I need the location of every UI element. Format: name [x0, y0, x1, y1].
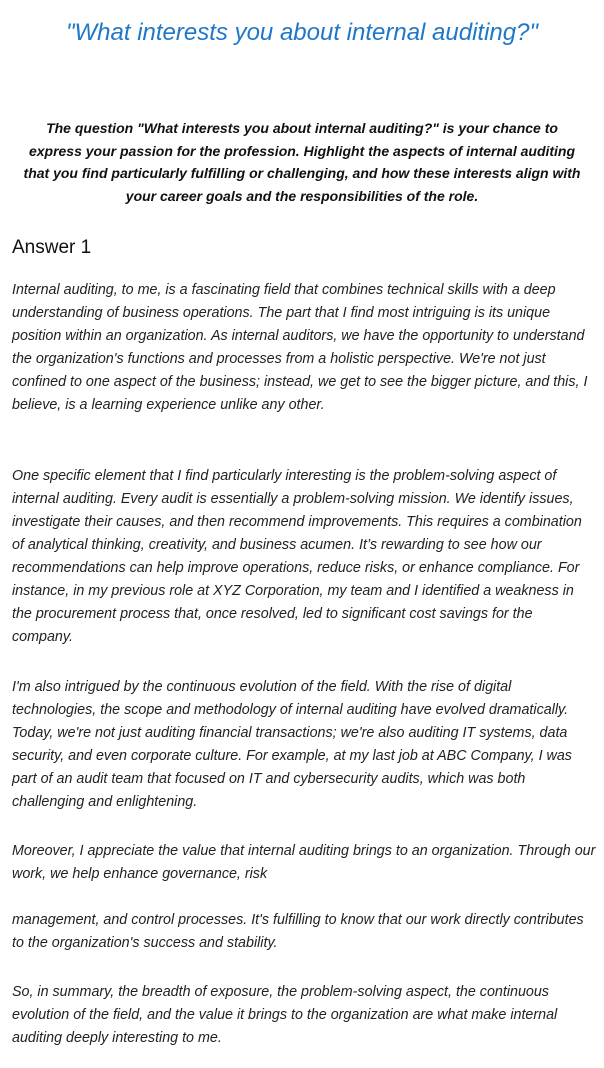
intro-text: The question "What interests you about internal auditing?" is your chance to express your passion for the profession. Highlight the aspects of internal auditing that you find particularly fulfilling or challenging, and how these interests align with your career goals and the responsibilities of the role.	[23, 120, 581, 205]
page-title: "What interests you about internal auditing?"	[66, 19, 538, 46]
answer-heading: Answer 1	[12, 237, 92, 258]
answer-paragraph: One specific element that I find particularly interesting is the problem-solving aspect of internal auditing. Every audit is essentially a problem-solving mission. We identify issues, investigate their causes, and then recommend improvements. This requires a combination of analytical thinking, creativity, and business acumen. It’s rewarding to see how our recommendations can help improve operations, reduce risks, or enhance compliance. For instance, in my previous role at XYZ Corporation, my team and I identified a weakness in the procurement process that, once resolved, led to significant cost savings for the company.	[12, 468, 582, 645]
answer-paragraph: Internal auditing, to me, is a fascinating field that combines technical skills with a deep understanding of business operations. The part that I find most intriguing is its unique position within an organization. As internal auditors, we have the opportunity to understand the organization's functions and processes from a holistic perspective. We're not just confined to one aspect of the business; instead, we get to see the bigger picture, and this, I believe, is a learning experience unlike any other.	[12, 282, 588, 413]
answer-paragraph: management, and control processes. It's fulfilling to know that our work directly contributes to the organization's success and stability.	[12, 912, 584, 951]
answer-paragraph: Moreover, I appreciate the value that internal auditing brings to an organization. Through our work, we help enhance governance, risk	[12, 843, 596, 882]
answer-paragraph: I'm also intrigued by the continuous evolution of the field. With the rise of digital technologies, the scope and methodology of internal auditing have evolved dramatically. Today, we're not just auditing financial transactions; we're also auditing IT systems, data security, and even corporate culture. For example, at my last job at ABC Company, I was part of an audit team that focused on IT and cybersecurity audits, which was both challenging and enlightening.	[12, 679, 572, 810]
answer-paragraph: So, in summary, the breadth of exposure, the problem-solving aspect, the continuous evolution of the field, and the value it brings to the organization are what make internal auditing deeply interesting to me.	[12, 984, 558, 1046]
